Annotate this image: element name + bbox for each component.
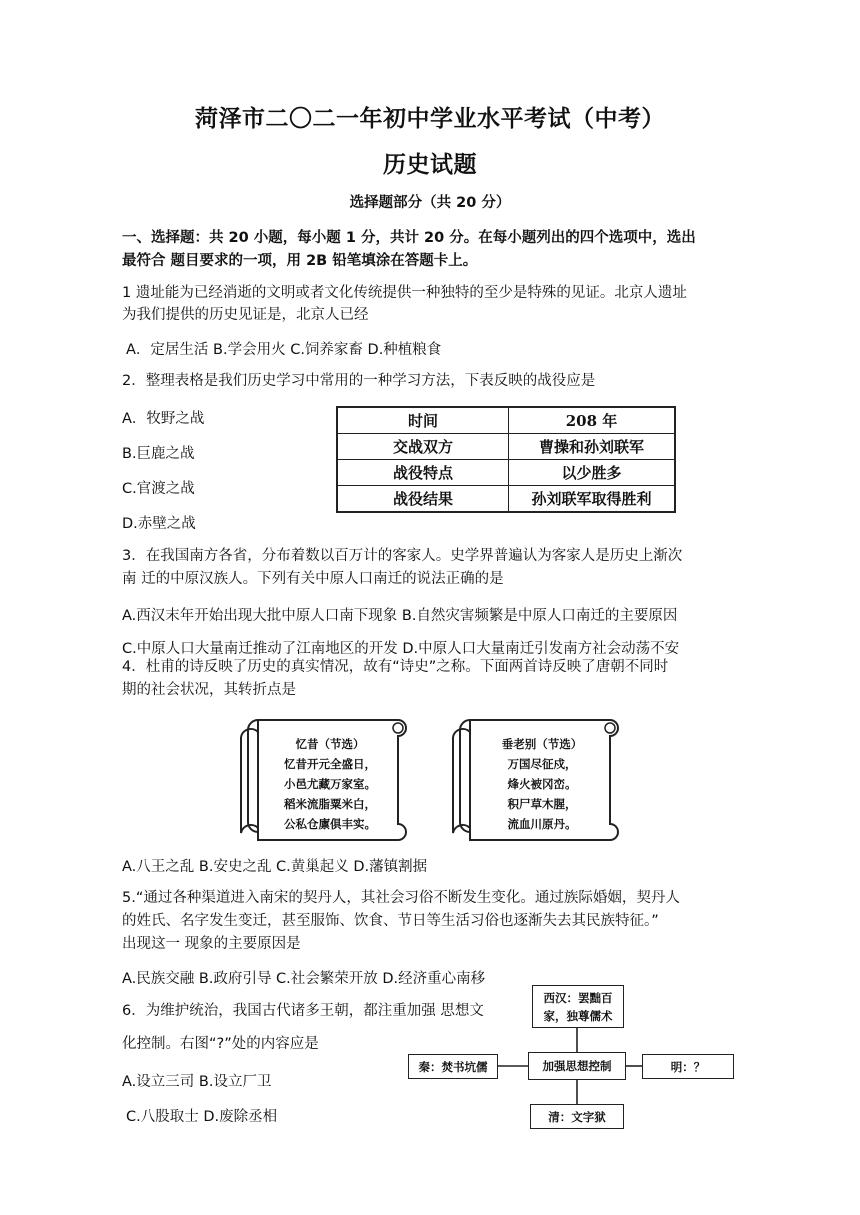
thought-control-diagram [400, 980, 745, 1130]
q1-options: A．定居生活 B.学会用火 C.饲养家畜 D.种植粮食 [126, 342, 442, 358]
table-row [337, 434, 675, 460]
q3-options-line2: C.中原人口大量南迁推动了江南地区的开发 D.中原人口大量南迁引发南方社会动荡不安 [122, 641, 680, 657]
instructions-line1: 一、选择题：共 20 小题，每小题 1 分，共计 20 分。在每小题列出的四个选项中，选出 [122, 230, 696, 246]
diagram-node-western-han-line: 西汉：罢黜百 [543, 990, 613, 1005]
poem-2-line: 烽火被冈峦。 [507, 777, 577, 791]
poem-1-text [266, 734, 394, 834]
table-row [337, 407, 675, 434]
instructions-line2: 最符合 题目要求的一项，用 2B 铅笔填涂在答题卡上。 [122, 253, 478, 269]
poem-2-title: 垂老别（节选） [501, 737, 583, 751]
poem-2-line: 万国尽征戍， [507, 757, 577, 771]
q4-stem-line2: 期的社会状况，其转折点是 [122, 682, 296, 698]
q2-option-c: C.官渡之战 [122, 481, 195, 497]
table-cell: 时间 [337, 407, 509, 434]
poem-1-line: 稻米流脂粟米白， [284, 797, 376, 811]
table-cell: 以少胜多 [509, 460, 676, 486]
q1-stem-line2: 为我们提供的历史见证是，北京人已经 [122, 307, 369, 323]
q5-stem-line1: 5.“通过各种渠道进入南宋的契丹人，其社会习俗不断发生变化。通过族际婚姻，契丹人 [122, 890, 680, 906]
table-cell: 战役结果 [337, 486, 509, 513]
q2-stem: 2．整理表格是我们历史学习中常用的一种学习方法，下表反映的战役应是 [122, 373, 596, 389]
diagram-node-qing: 清：文字狱 [530, 1104, 624, 1129]
q5-stem-line2: 的姓氏、名字发生变迁，甚至服饰、饮食、节日等生活习俗也逐渐失去其民族特征。” [122, 913, 659, 929]
q3-stem-line1: 3．在我国南方各省，分布着数以百万计的客家人。史学界普遍认为客家人是历史上渐次 [122, 548, 683, 564]
poem-1-line: 忆昔开元全盛日， [284, 757, 376, 771]
q3-options-line1: A.西汉末年开始出现大批中原人口南下现象 B.自然灾害频繁是中原人口南迁的主要原因 [122, 608, 678, 624]
poem-1-title: 忆昔（节选） [295, 737, 365, 751]
subject-title: 历史试题 [383, 152, 477, 178]
poem-1-line: 小邑尤藏万家室。 [284, 777, 376, 791]
table-row [337, 460, 675, 486]
diagram-node-qin: 秦：焚书坑儒 [408, 1054, 498, 1079]
q1-stem-line1: 1 遗址能为已经消逝的文明或者文化传统提供一种独特的至少是特殊的见证。北京人遗址 [122, 285, 687, 301]
section-title: 选择题部分（共 20 分） [349, 195, 511, 211]
battle-info-table [336, 406, 676, 513]
q2-option-b: B.巨鹿之战 [122, 446, 195, 462]
poem-2-line: 积尸草木腥， [507, 797, 577, 811]
poem-2-text [478, 734, 606, 834]
q6-options-line2: C.八股取士 D.废除丞相 [126, 1109, 278, 1125]
q6-stem-line1: 6．为维护统治，我国古代诸多王朝，都注重加强 思想文 [122, 1003, 484, 1019]
diagram-node-western-han-line: 家，独尊儒术 [543, 1008, 613, 1023]
q3-stem-line2: 南 迁的中原汉族人。下列有关中原人口南迁的说法正确的是 [122, 571, 504, 587]
table-cell: 曹操和孙刘联军 [509, 434, 676, 460]
table-cell: 交战双方 [337, 434, 509, 460]
q6-options-line1: A.设立三司 B.设立厂卫 [122, 1074, 272, 1090]
poem-1-line: 公私仓廪俱丰实。 [284, 817, 376, 831]
q4-options: A.八王之乱 B.安史之乱 C.黄巢起义 D.藩镇割据 [122, 859, 428, 875]
q6-stem-line2: 化控制。右图“?”处的内容应是 [122, 1036, 319, 1052]
q2-option-a: A．牧野之战 [122, 411, 205, 427]
table-cell: 孙刘联军取得胜利 [509, 486, 676, 513]
poem-2-line: 流血川原丹。 [507, 817, 577, 831]
table-cell: 战役特点 [337, 460, 509, 486]
q5-options: A.民族交融 B.政府引导 C.社会繁荣开放 D.经济重心南移 [122, 971, 486, 987]
table-cell: 208 年 [509, 407, 676, 434]
diagram-node-center: 加强思想控制 [528, 1052, 626, 1080]
diagram-node-western-han [532, 985, 624, 1028]
diagram-node-ming: 明：？ [642, 1054, 734, 1079]
q5-stem-line3: 出现这一 现象的主要原因是 [122, 936, 301, 952]
q2-option-d: D.赤壁之战 [122, 516, 196, 532]
exam-title: 菏泽市二〇二一年初中学业水平考试（中考） [195, 106, 665, 132]
poem-scroll-2 [448, 712, 624, 842]
q4-stem-line1: 4．杜甫的诗反映了历史的真实情况，故有“诗史”之称。下面两首诗反映了唐朝不同时 [122, 659, 669, 675]
table-row [337, 486, 675, 513]
poem-scroll-1 [236, 712, 412, 842]
